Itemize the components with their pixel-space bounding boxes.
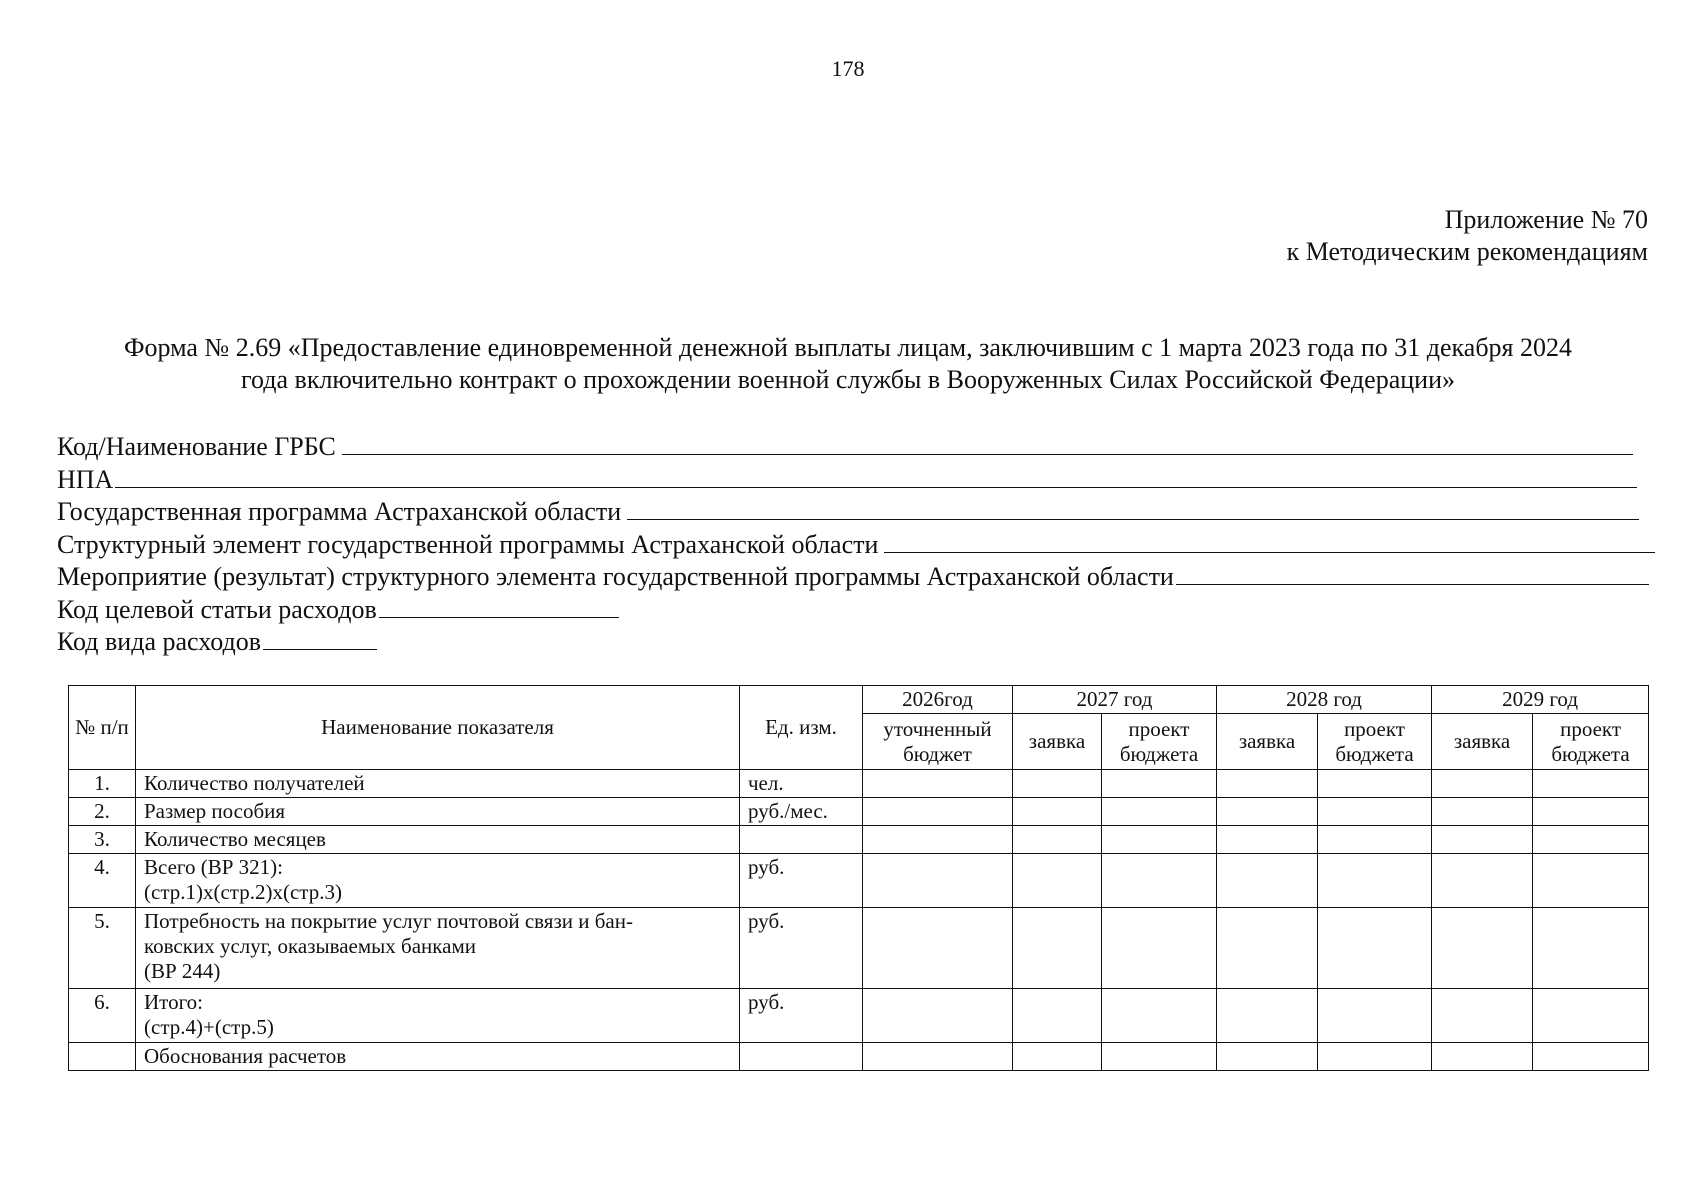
indicator-name-line: Обоснования расчетов xyxy=(144,1044,347,1068)
value-cell-y2029-draft[interactable] xyxy=(1533,770,1649,798)
table-body xyxy=(69,770,1649,1071)
value-cell-y2028-request[interactable] xyxy=(1217,826,1318,854)
row-indicator-name xyxy=(136,1043,740,1071)
value-cell-y2028-request[interactable] xyxy=(1217,989,1318,1043)
value-cell-y2028-draft[interactable] xyxy=(1318,1043,1432,1071)
table-row xyxy=(69,1043,1649,1071)
value-cell-y2026[interactable] xyxy=(863,989,1013,1043)
row-indicator-name xyxy=(136,798,740,826)
row-indicator-name xyxy=(136,826,740,854)
value-cell-y2028-request[interactable] xyxy=(1217,798,1318,826)
indicator-name-line: ковских услуг, оказываемых банками xyxy=(144,934,477,958)
indicator-name-line: (стр.1)х(стр.2)х(стр.3) xyxy=(144,880,342,904)
table-row xyxy=(69,908,1649,989)
field-target-article-code xyxy=(57,595,1655,628)
value-cell-y2028-draft[interactable] xyxy=(1318,908,1432,989)
row-indicator-name xyxy=(136,908,740,989)
row-unit xyxy=(740,1043,863,1071)
value-cell-y2028-request[interactable] xyxy=(1217,854,1318,908)
value-cell-y2028-request[interactable] xyxy=(1217,908,1318,989)
row-unit: чел. xyxy=(740,770,863,798)
value-cell-y2026[interactable] xyxy=(863,770,1013,798)
value-cell-y2029-draft[interactable] xyxy=(1533,989,1649,1043)
appendix-reference xyxy=(1287,204,1648,268)
field-state-program-label: Государственная программа Астраханской области xyxy=(57,497,622,526)
value-cell-y2028-draft[interactable] xyxy=(1318,770,1432,798)
field-structural-element xyxy=(57,530,1655,563)
indicator-name-line: (ВР 244) xyxy=(144,959,221,983)
value-cell-y2027-request[interactable] xyxy=(1013,989,1102,1043)
row-unit: руб. xyxy=(740,854,863,908)
value-cell-y2026[interactable] xyxy=(863,826,1013,854)
header-2028: 2028 год xyxy=(1217,686,1432,714)
value-cell-y2029-draft[interactable] xyxy=(1533,826,1649,854)
value-cell-y2029-draft[interactable] xyxy=(1533,1043,1649,1071)
value-cell-y2027-request[interactable] xyxy=(1013,826,1102,854)
field-grbs-label: Код/Наименование ГРБС xyxy=(57,432,336,461)
appendix-document: к Методическим рекомендациям xyxy=(1286,237,1648,266)
value-cell-y2026[interactable] xyxy=(863,908,1013,989)
row-indicator-name xyxy=(136,989,740,1043)
header-num: № п/п xyxy=(69,686,136,770)
field-state-program-blank[interactable] xyxy=(627,497,1639,520)
value-cell-y2029-draft[interactable] xyxy=(1533,908,1649,989)
value-cell-y2027-request[interactable] xyxy=(1013,908,1102,989)
indicator-name-line: Итого: xyxy=(144,990,203,1014)
row-number: 5. xyxy=(69,908,136,989)
row-number: 2. xyxy=(69,798,136,826)
header-2029: 2029 год xyxy=(1432,686,1649,714)
header-unit: Ед. изм. xyxy=(740,686,863,770)
value-cell-y2027-draft[interactable] xyxy=(1102,798,1217,826)
row-unit xyxy=(740,826,863,854)
value-cell-y2027-request[interactable] xyxy=(1013,770,1102,798)
field-event-result xyxy=(57,562,1655,595)
header-name: Наименование показателя xyxy=(136,686,740,770)
field-expense-kind-code xyxy=(57,627,1655,660)
appendix-number: Приложение № 70 xyxy=(1444,205,1648,234)
value-cell-y2028-draft[interactable] xyxy=(1318,854,1432,908)
indicator-name-line: Количество месяцев xyxy=(144,827,326,851)
table-row xyxy=(69,826,1649,854)
value-cell-y2028-draft[interactable] xyxy=(1318,826,1432,854)
value-cell-y2029-request[interactable] xyxy=(1432,826,1533,854)
value-cell-y2029-draft[interactable] xyxy=(1533,798,1649,826)
field-target-article-code-blank[interactable] xyxy=(379,595,619,618)
indicator-name-line: Потребность на покрытие услуг почтовой связи и бан- xyxy=(144,909,633,933)
header-2029-request: заявка xyxy=(1432,714,1533,770)
field-expense-kind-code-label: Код вида расходов xyxy=(57,627,261,656)
field-grbs xyxy=(57,432,1655,465)
value-cell-y2028-request[interactable] xyxy=(1217,1043,1318,1071)
value-cell-y2029-request[interactable] xyxy=(1432,1043,1533,1071)
value-cell-y2029-request[interactable] xyxy=(1432,908,1533,989)
row-number xyxy=(69,1043,136,1071)
indicator-name-line: Количество получателей xyxy=(144,771,365,795)
field-npa-blank[interactable] xyxy=(115,465,1637,488)
value-cell-y2026[interactable] xyxy=(863,798,1013,826)
field-event-result-blank[interactable] xyxy=(1176,562,1649,585)
row-indicator-name xyxy=(136,770,740,798)
value-cell-y2027-draft[interactable] xyxy=(1102,826,1217,854)
value-cell-y2027-draft[interactable] xyxy=(1102,1043,1217,1071)
header-2026-refined-budget: уточненный бюджет xyxy=(863,714,1013,770)
value-cell-y2028-draft[interactable] xyxy=(1318,989,1432,1043)
field-state-program xyxy=(57,497,1655,530)
table-row xyxy=(69,989,1649,1043)
value-cell-y2027-draft[interactable] xyxy=(1102,908,1217,989)
table-row xyxy=(69,798,1649,826)
row-unit: руб. xyxy=(740,908,863,989)
value-cell-y2027-request[interactable] xyxy=(1013,1043,1102,1071)
form-title xyxy=(48,332,1648,396)
value-cell-y2029-request[interactable] xyxy=(1432,989,1533,1043)
value-cell-y2027-request[interactable] xyxy=(1013,854,1102,908)
field-npa-label: НПА xyxy=(57,464,114,494)
field-structural-element-blank[interactable] xyxy=(884,530,1655,553)
value-cell-y2028-draft[interactable] xyxy=(1318,798,1432,826)
field-grbs-blank[interactable] xyxy=(342,432,1633,455)
value-cell-y2029-request[interactable] xyxy=(1432,770,1533,798)
header-2029-draft: проект бюджета xyxy=(1533,714,1649,770)
value-cell-y2027-draft[interactable] xyxy=(1102,770,1217,798)
value-cell-y2027-draft[interactable] xyxy=(1102,854,1217,908)
row-number: 4. xyxy=(69,854,136,908)
value-cell-y2029-draft[interactable] xyxy=(1533,854,1649,908)
field-structural-element-label: Структурный элемент государственной программы Астраханской области xyxy=(57,529,879,559)
row-unit: руб. xyxy=(740,989,863,1043)
indicator-name-line: (стр.4)+(стр.5) xyxy=(144,1015,274,1039)
header-2027: 2027 год xyxy=(1013,686,1217,714)
table-row xyxy=(69,770,1649,798)
row-number: 1. xyxy=(69,770,136,798)
row-unit: руб./мес. xyxy=(740,798,863,826)
form-title-line-1: Форма № 2.69 «Предоставление единовременной денежной выплаты лицам, заключившим с 1 марта 2023 года по 31 декабря 2024 xyxy=(123,333,1573,362)
indicator-name-line: Всего (ВР 321): xyxy=(144,855,284,879)
form-title-line-2: года включительно контракт о прохождении военной службы в Вооруженных Силах Российской Федерации» xyxy=(241,365,1455,394)
row-indicator-name xyxy=(136,854,740,908)
value-cell-y2026[interactable] xyxy=(863,854,1013,908)
value-cell-y2028-request[interactable] xyxy=(1217,770,1318,798)
field-expense-kind-code-blank[interactable] xyxy=(263,627,377,650)
page-number: 178 xyxy=(831,56,865,81)
value-cell-y2026[interactable] xyxy=(863,1043,1013,1071)
table-row xyxy=(69,854,1649,908)
indicators-table xyxy=(68,685,1649,1071)
field-target-article-code-label: Код целевой статьи расходов xyxy=(57,594,377,624)
field-event-result-label: Мероприятие (результат) структурного элемента государственной программы Астраханской области xyxy=(57,562,1174,591)
row-number: 3. xyxy=(69,826,136,854)
row-number: 6. xyxy=(69,989,136,1043)
header-2027-request: заявка xyxy=(1013,714,1102,770)
value-cell-y2027-request[interactable] xyxy=(1013,798,1102,826)
header-2028-draft: проект бюджета xyxy=(1318,714,1432,770)
header-2026: 2026год xyxy=(863,686,1013,714)
header-2028-request: заявка xyxy=(1217,714,1318,770)
value-cell-y2029-request[interactable] xyxy=(1432,854,1533,908)
indicator-name-line: Размер пособия xyxy=(144,799,286,823)
header-2027-draft: проект бюджета xyxy=(1102,714,1217,770)
field-npa xyxy=(57,465,1655,498)
value-cell-y2027-draft[interactable] xyxy=(1102,989,1217,1043)
value-cell-y2029-request[interactable] xyxy=(1432,798,1533,826)
header-fields xyxy=(57,432,1655,660)
